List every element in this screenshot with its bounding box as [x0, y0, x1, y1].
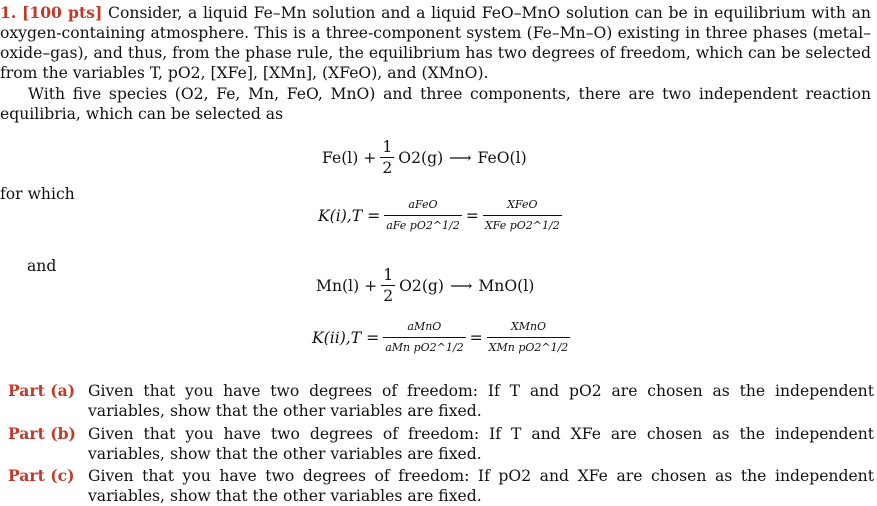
k2-equals: = [469, 328, 483, 347]
k1-activity-fraction: $\frac{\text{aFeO}}{\text{aFe pO2\textasciicircum{}1/2}}$ [384, 196, 462, 235]
k1-molefraction-fraction: $\frac{\text{XFeO}}{\text{XFe pO2\textasciicircum{}1/2}}$ [483, 196, 562, 235]
reaction-1-o2: O2(g) [398, 148, 444, 167]
problem-number: 1. [0, 3, 17, 22]
for-which-label: for which [0, 185, 75, 203]
equilibrium-constant-1 [318, 196, 566, 235]
equilibrium-constant-2 [312, 318, 574, 357]
reaction-1-half: $\frac{1}{2}$ [382, 138, 393, 177]
reaction-2-half: $\frac{1}{2}$ [383, 266, 394, 305]
part-b-label: Part (b) [8, 424, 76, 443]
k2-molefraction-fraction: $\frac{\text{XMnO}}{\text{XMn pO2\textasciicircum{}1/2}}$ [487, 318, 571, 357]
k1-label: K(i),T = [318, 206, 381, 225]
k2-activity-fraction: $\frac{\text{aMnO}}{\text{aMn pO2\textasciicircum{}1/2}}$ [383, 318, 465, 357]
problem-points: [100 pts] [21, 3, 103, 22]
part-c-label: Part (c) [8, 466, 75, 485]
reaction-1-rhs: FeO(l) [477, 148, 527, 167]
reaction-2-arrow: ⟶ [449, 276, 473, 295]
k1-equals: = [465, 206, 479, 225]
intro-paragraph [0, 3, 871, 83]
part-a [8, 381, 874, 421]
and-label: and [27, 257, 57, 275]
part-c [8, 466, 874, 506]
k2-label: K(ii),T = [312, 328, 380, 347]
part-b [8, 424, 874, 464]
reaction-1-lhs: Fe(l) + [322, 148, 377, 167]
intro-text: Consider, a liquid Fe–Mn solution and a liquid FeO–MnO solution can be in equilibrium with an oxygen-containing atmosphere. This is a three-component system (Fe–Mn–O) existing in three phases (metal–oxide–gas), and thus, from the phase rule, the equilibrium has two degrees of freedom, which can be selected from the variables T, pO2, [XFe], [XMn], (XFeO), and (XMnO). [0, 4, 871, 82]
part-a-label: Part (a) [8, 381, 76, 400]
part-c-text: Given that you have two degrees of freedom: If pO2 and XFe are chosen as the independent variables, show that the other variables are fixed. [88, 467, 874, 505]
species-paragraph: With five species (O2, Fe, Mn, FeO, MnO) and three components, there are two independent reaction equilibria, which can be selected as [0, 85, 871, 123]
reaction-2-o2: O2(g) [399, 276, 444, 295]
reaction-1-arrow: ⟶ [449, 148, 472, 167]
reaction-2 [316, 266, 534, 305]
reaction-2-lhs: Mn(l) + [316, 276, 378, 295]
reaction-1 [322, 138, 527, 177]
part-a-text: Given that you have two degrees of freedom: If T and pO2 are chosen as the independent variables, show that the other variables are fixed. [88, 382, 874, 420]
reaction-2-rhs: MnO(l) [478, 276, 535, 295]
part-b-text: Given that you have two degrees of freedom: If T and XFe are chosen as the independent variables, show that the other variables are fixed. [88, 425, 874, 463]
